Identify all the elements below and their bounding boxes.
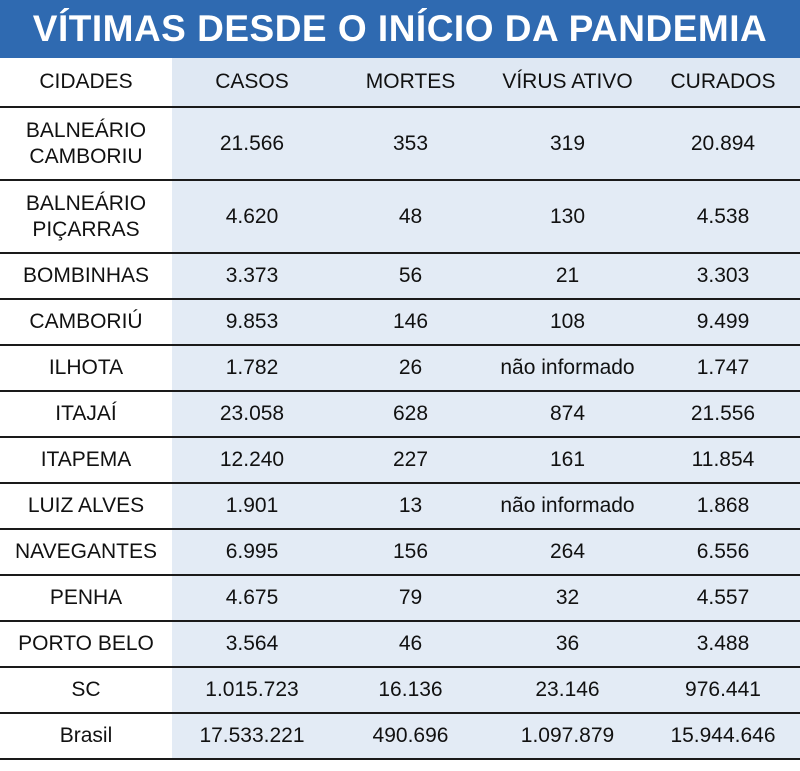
mortes-cell: 227	[332, 437, 489, 483]
table-row	[0, 180, 800, 253]
virus-ativo-cell: 161	[489, 437, 646, 483]
casos-cell: 12.240	[172, 437, 332, 483]
casos-cell: 1.901	[172, 483, 332, 529]
virus-ativo-cell: 36	[489, 621, 646, 667]
city-cell: Brasil	[0, 713, 172, 759]
mortes-cell: 628	[332, 391, 489, 437]
city-cell: BALNEÁRIO CAMBORIU	[0, 107, 172, 180]
mortes-cell: 156	[332, 529, 489, 575]
casos-cell: 1.015.723	[172, 667, 332, 713]
header-cidades: CIDADES	[0, 58, 172, 107]
header-curados: CURADOS	[646, 58, 800, 107]
curados-cell: 4.557	[646, 575, 800, 621]
table-row	[0, 667, 800, 713]
casos-cell: 1.782	[172, 345, 332, 391]
header-row	[0, 58, 800, 107]
table-body	[0, 107, 800, 759]
virus-ativo-cell: 32	[489, 575, 646, 621]
virus-ativo-cell: 264	[489, 529, 646, 575]
curados-cell: 3.488	[646, 621, 800, 667]
city-cell: BOMBINHAS	[0, 253, 172, 299]
city-cell: ITAJAÍ	[0, 391, 172, 437]
curados-cell: 20.894	[646, 107, 800, 180]
city-cell: LUIZ ALVES	[0, 483, 172, 529]
curados-cell: 6.556	[646, 529, 800, 575]
covid-table	[0, 58, 800, 760]
table-title: VÍTIMAS DESDE O INÍCIO DA PANDEMIA	[0, 0, 800, 58]
casos-cell: 3.564	[172, 621, 332, 667]
virus-ativo-cell: 108	[489, 299, 646, 345]
curados-cell: 1.868	[646, 483, 800, 529]
virus-ativo-cell: 23.146	[489, 667, 646, 713]
curados-cell: 21.556	[646, 391, 800, 437]
virus-ativo-cell: 1.097.879	[489, 713, 646, 759]
city-cell: SC	[0, 667, 172, 713]
city-cell: NAVEGANTES	[0, 529, 172, 575]
mortes-cell: 13	[332, 483, 489, 529]
casos-cell: 21.566	[172, 107, 332, 180]
virus-ativo-cell: 130	[489, 180, 646, 253]
virus-ativo-cell: não informado	[489, 345, 646, 391]
table-row	[0, 299, 800, 345]
curados-cell: 976.441	[646, 667, 800, 713]
city-cell: ITAPEMA	[0, 437, 172, 483]
curados-cell: 15.944.646	[646, 713, 800, 759]
city-cell: CAMBORIÚ	[0, 299, 172, 345]
casos-cell: 4.620	[172, 180, 332, 253]
table-row	[0, 621, 800, 667]
table-row	[0, 437, 800, 483]
table-row	[0, 391, 800, 437]
table-row	[0, 713, 800, 759]
header-mortes: MORTES	[332, 58, 489, 107]
table-row	[0, 345, 800, 391]
virus-ativo-cell: não informado	[489, 483, 646, 529]
city-cell: PORTO BELO	[0, 621, 172, 667]
virus-ativo-cell: 874	[489, 391, 646, 437]
mortes-cell: 56	[332, 253, 489, 299]
city-cell: PENHA	[0, 575, 172, 621]
mortes-cell: 16.136	[332, 667, 489, 713]
curados-cell: 1.747	[646, 345, 800, 391]
mortes-cell: 48	[332, 180, 489, 253]
virus-ativo-cell: 319	[489, 107, 646, 180]
curados-cell: 3.303	[646, 253, 800, 299]
curados-cell: 4.538	[646, 180, 800, 253]
virus-ativo-cell: 21	[489, 253, 646, 299]
table-row	[0, 483, 800, 529]
mortes-cell: 26	[332, 345, 489, 391]
casos-cell: 17.533.221	[172, 713, 332, 759]
header-casos: CASOS	[172, 58, 332, 107]
city-cell: ILHOTA	[0, 345, 172, 391]
curados-cell: 11.854	[646, 437, 800, 483]
table-row	[0, 107, 800, 180]
casos-cell: 4.675	[172, 575, 332, 621]
casos-cell: 6.995	[172, 529, 332, 575]
mortes-cell: 353	[332, 107, 489, 180]
header-virus-ativo: VÍRUS ATIVO	[489, 58, 646, 107]
city-cell: BALNEÁRIO PIÇARRAS	[0, 180, 172, 253]
table-row	[0, 529, 800, 575]
mortes-cell: 490.696	[332, 713, 489, 759]
casos-cell: 3.373	[172, 253, 332, 299]
casos-cell: 23.058	[172, 391, 332, 437]
table-row	[0, 575, 800, 621]
curados-cell: 9.499	[646, 299, 800, 345]
mortes-cell: 46	[332, 621, 489, 667]
table-row	[0, 253, 800, 299]
mortes-cell: 146	[332, 299, 489, 345]
casos-cell: 9.853	[172, 299, 332, 345]
mortes-cell: 79	[332, 575, 489, 621]
